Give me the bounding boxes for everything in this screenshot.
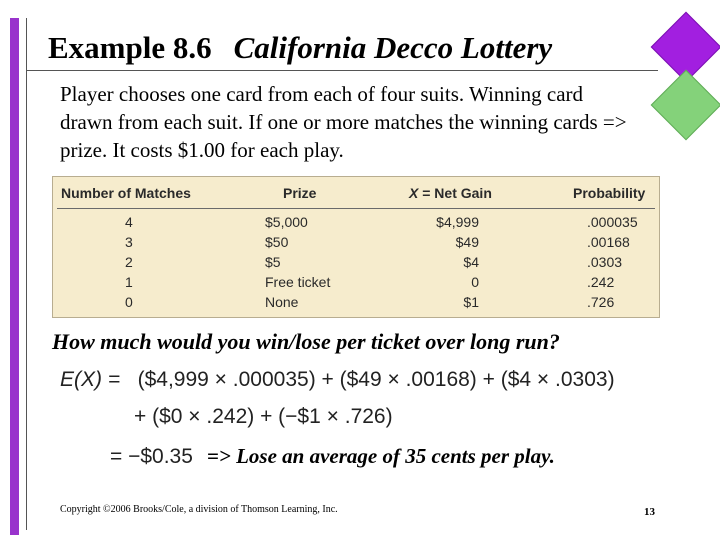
table-row: [53, 234, 659, 254]
cell-probability: .242: [587, 274, 615, 290]
title-main: Example 8.6: [48, 30, 212, 65]
conclusion-text: => Lose an average of 35 cents per play.: [206, 444, 555, 468]
table-row: [53, 274, 659, 294]
prize-table: [52, 176, 660, 318]
cell-prize: $50: [265, 234, 289, 250]
formula-lhs: E(X) =: [60, 368, 121, 391]
green-diamond-icon: [651, 70, 720, 141]
left-accent-bar: [10, 18, 19, 535]
cell-matches: 4: [125, 214, 133, 230]
header-matches: Number of Matches: [61, 185, 191, 201]
cell-matches: 0: [125, 294, 133, 310]
cell-net-gain: $4: [463, 254, 479, 270]
cell-net-gain: $1: [463, 294, 479, 310]
table-header-row: [53, 185, 659, 205]
cell-net-gain: 0: [471, 274, 479, 290]
cell-prize: $5: [265, 254, 281, 270]
question-text: How much would you win/lose per ticket over long run?: [52, 329, 560, 354]
formula-line-1: [60, 368, 615, 392]
cell-probability: .0303: [587, 254, 623, 270]
table-header-divider: [57, 208, 655, 209]
intro-text: Player chooses one card from each of four suits. Winning card drawn from each suit. If one or more matches the winning cards => prize. It costs $1.00 for each play.: [60, 82, 627, 162]
title-rule: [26, 70, 658, 71]
formula-line-3: [110, 444, 555, 469]
formula-terms-1: ($4,999 × .000035) + ($49 × .00168) + ($4 × .0303): [137, 368, 615, 391]
copyright-notice: Copyright ©2006 Brooks/Cole, a division of Thomson Learning, Inc.: [60, 504, 338, 515]
cell-prize: $5,000: [265, 214, 308, 230]
formula-line-2: + ($0 × .242) + (−$1 × .726): [134, 405, 393, 428]
header-probability: Probability: [573, 185, 646, 201]
table-row: [53, 254, 659, 274]
vertical-rule: [26, 18, 27, 530]
cell-probability: .00168: [587, 234, 630, 250]
cell-probability: .726: [587, 294, 615, 310]
cell-prize: None: [265, 294, 299, 310]
cell-net-gain: $49: [455, 234, 479, 250]
cell-matches: 3: [125, 234, 133, 250]
cell-prize: Free ticket: [265, 274, 331, 290]
cell-matches: 1: [125, 274, 133, 290]
table-row: [53, 294, 659, 314]
table-row: [53, 214, 659, 234]
header-prize: Prize: [283, 185, 317, 201]
slide-title: [48, 30, 552, 66]
formula-result: = −$0.35: [110, 445, 193, 468]
page-number: 13: [644, 506, 655, 518]
title-subtitle: California Decco Lottery: [233, 30, 553, 65]
cell-net-gain: $4,999: [436, 214, 479, 230]
header-net-gain: X = Net Gain: [409, 185, 492, 201]
cell-matches: 2: [125, 254, 133, 270]
cell-probability: .000035: [587, 214, 638, 230]
